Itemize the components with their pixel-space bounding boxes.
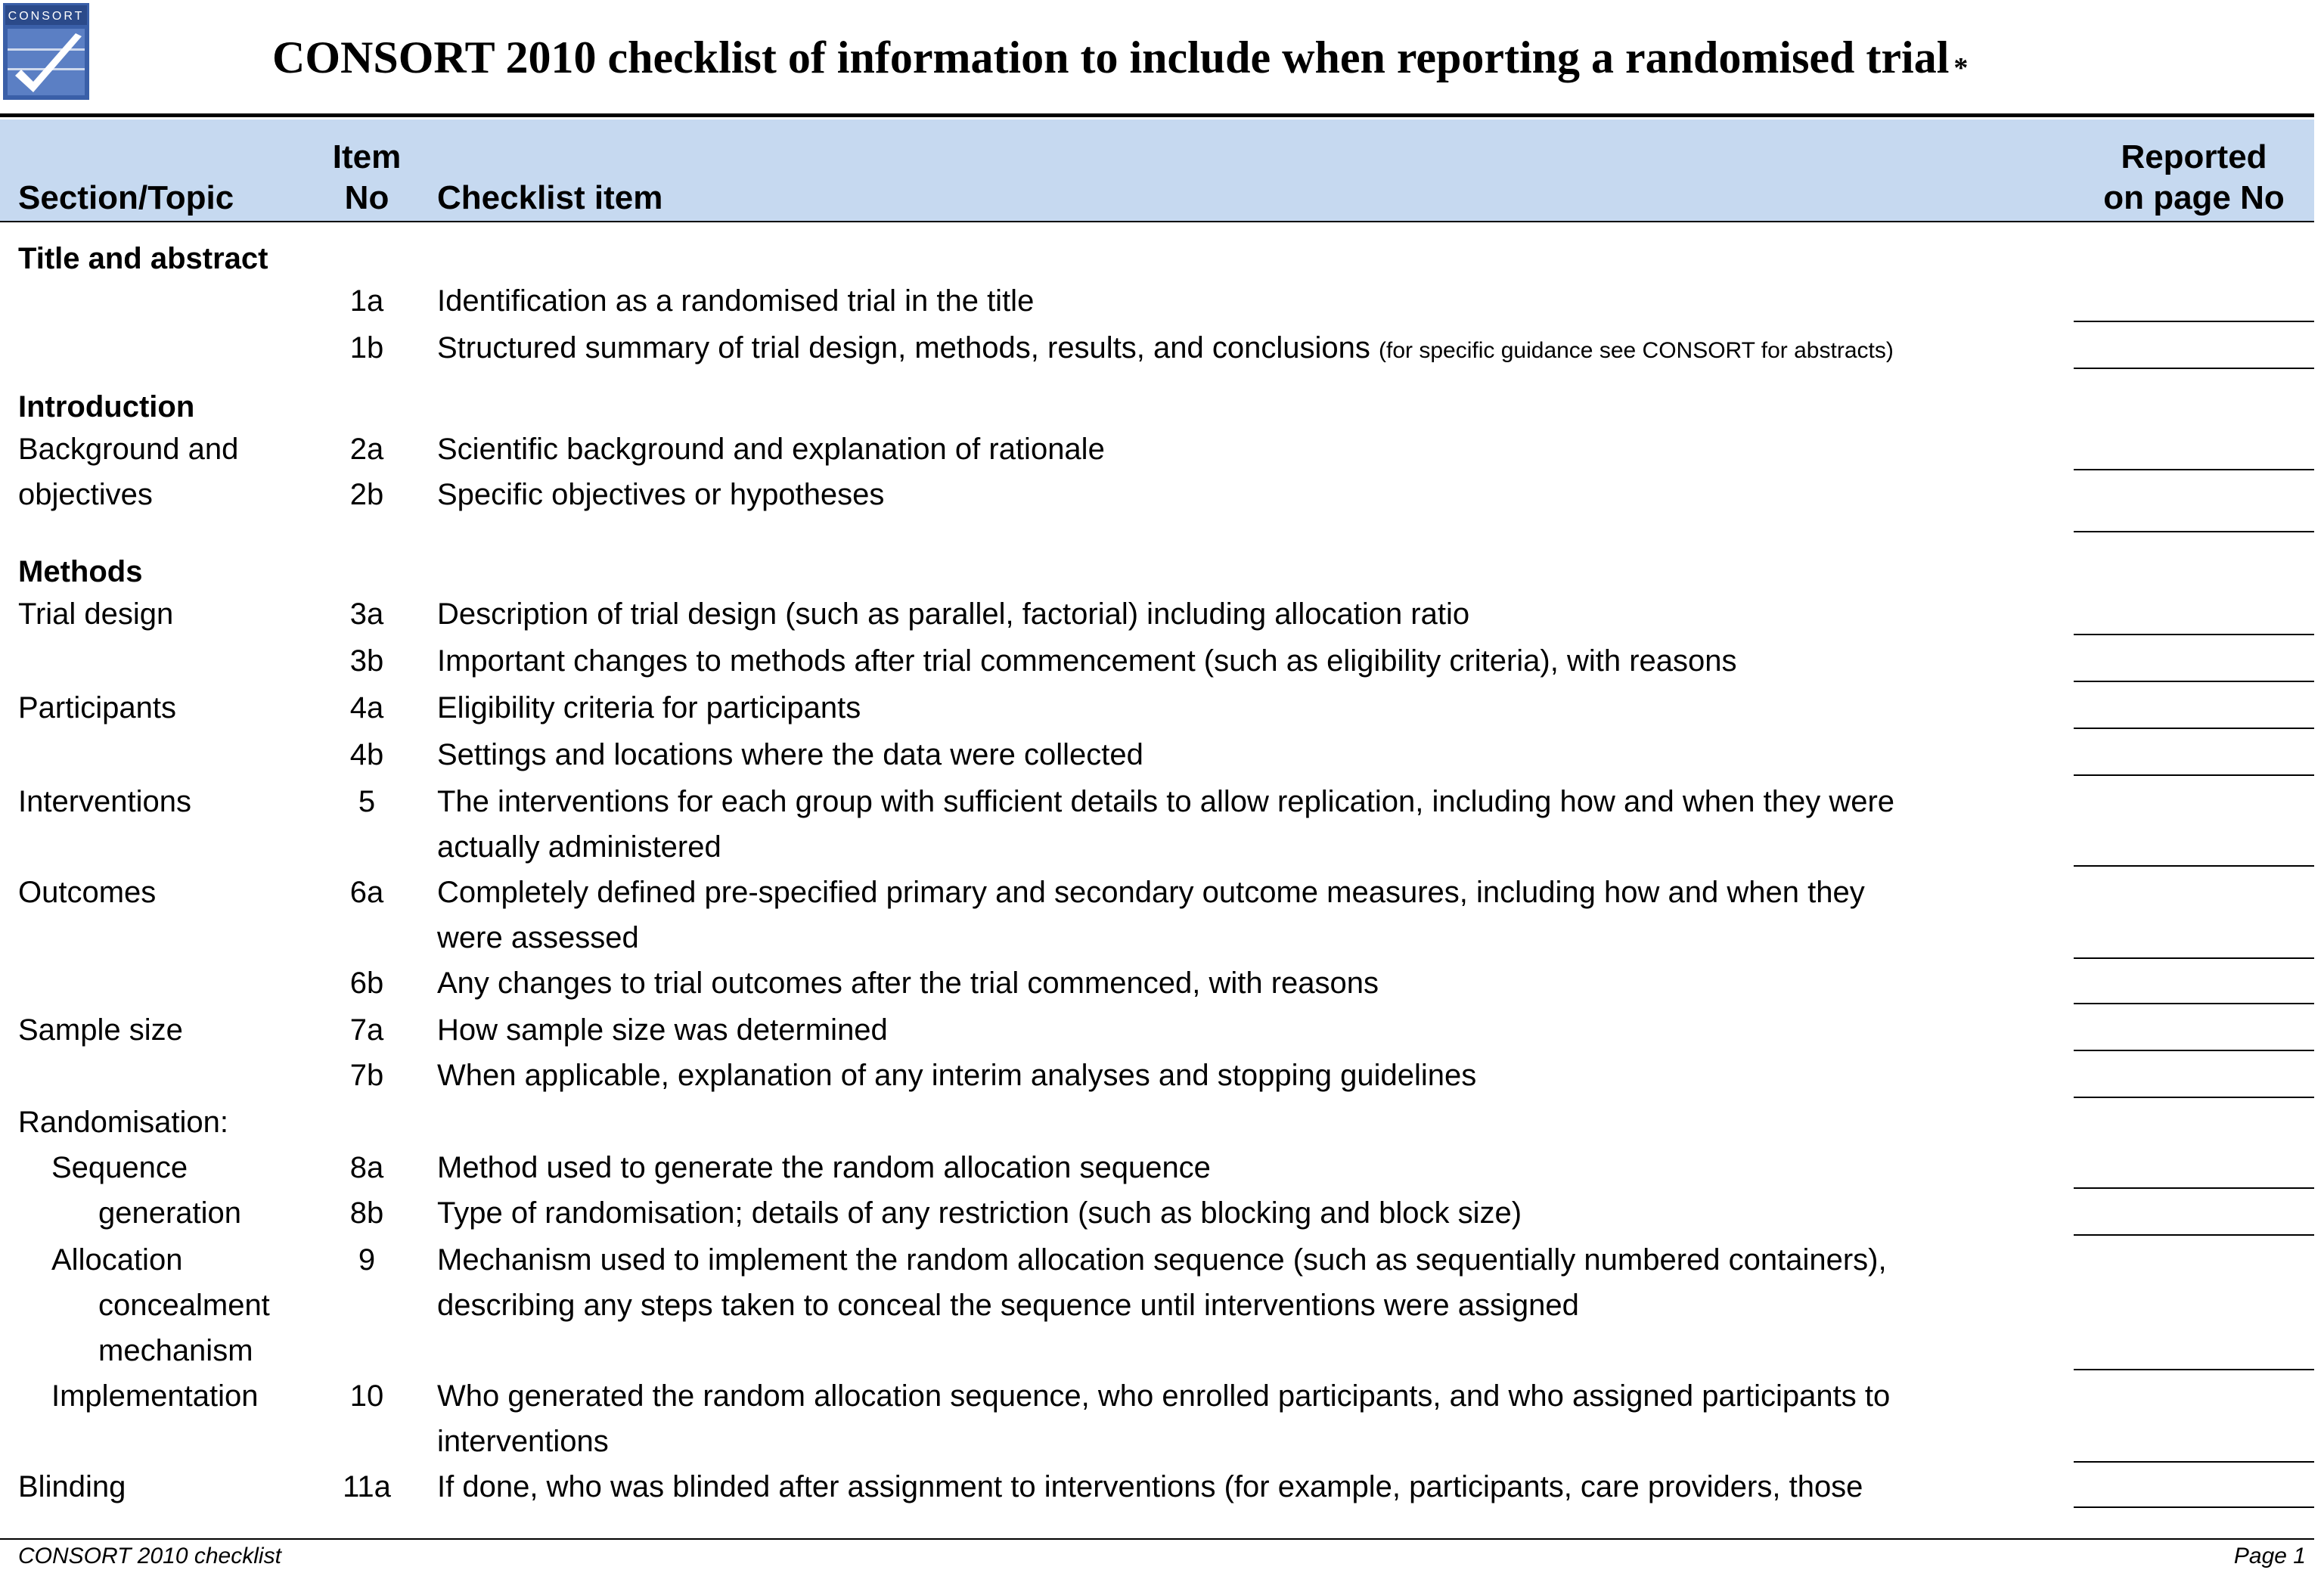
topic-participants: Participants bbox=[18, 691, 176, 724]
svg-text:CONSORT: CONSORT bbox=[8, 10, 85, 23]
item-number: 7a bbox=[349, 1013, 384, 1047]
item-number: 5 bbox=[358, 785, 376, 818]
item-text: Structured summary of trial design, methods, results, and conclusions (for specific guidance see CONSORT for abstracts) bbox=[437, 331, 1894, 365]
item-number: 8a bbox=[349, 1151, 384, 1184]
section-introduction: Introduction bbox=[18, 390, 195, 424]
page-number-blank[interactable] bbox=[2074, 774, 2314, 776]
item-number: 3a bbox=[349, 597, 384, 631]
item-note: (for specific guidance see CONSORT for abstracts) bbox=[1379, 338, 1894, 363]
topic-interventions: Interventions bbox=[18, 785, 192, 818]
item-text: When applicable, explanation of any interim analyses and stopping guidelines bbox=[437, 1059, 1477, 1092]
section-methods: Methods bbox=[18, 555, 143, 588]
topic-outcomes: Outcomes bbox=[18, 876, 157, 909]
item-text: Type of randomisation; details of any restriction (such as blocking and block size) bbox=[437, 1196, 1522, 1230]
item-number: 3b bbox=[349, 644, 384, 678]
item-number: 2b bbox=[349, 478, 384, 511]
page-number-blank[interactable] bbox=[2074, 1003, 2314, 1004]
header-on-page-no: on page No bbox=[2103, 179, 2285, 216]
page-number-blank[interactable] bbox=[2074, 469, 2314, 470]
item-text: Mechanism used to implement the random allocation sequence (such as sequentially numbered containers), bbox=[437, 1243, 1887, 1277]
item-text: The interventions for each group with sufficient details to allow replication, including how and when they were bbox=[437, 785, 1895, 818]
topic-trial-design: Trial design bbox=[18, 597, 174, 631]
item-text: How sample size was determined bbox=[437, 1013, 888, 1047]
topic-implementation: Implementation bbox=[51, 1379, 259, 1413]
topic-generation: generation bbox=[98, 1196, 242, 1230]
item-text: Eligibility criteria for participants bbox=[437, 691, 861, 724]
item-text: Method used to generate the random allocation sequence bbox=[437, 1151, 1211, 1184]
topic-background: Background and bbox=[18, 433, 239, 466]
page-number-blank[interactable] bbox=[2074, 1234, 2314, 1236]
item-text: Description of trial design (such as parallel, factorial) including allocation ratio bbox=[437, 597, 1470, 631]
header-section-topic: Section/Topic bbox=[18, 179, 234, 216]
page-title bbox=[272, 27, 2208, 88]
page-number-blank[interactable] bbox=[2074, 681, 2314, 682]
item-number: 6a bbox=[349, 876, 384, 909]
item-number: 7b bbox=[349, 1059, 384, 1092]
item-text-continued: were assessed bbox=[437, 921, 639, 954]
topic-objectives: objectives bbox=[18, 478, 153, 511]
footer-rule bbox=[0, 1538, 2314, 1540]
title-text: CONSORT 2010 checklist of information to include when reporting a randomised trial bbox=[272, 33, 1950, 82]
item-number: 9 bbox=[358, 1243, 376, 1277]
item-number: 4a bbox=[349, 691, 384, 724]
item-text-continued: interventions bbox=[437, 1425, 609, 1458]
item-number: 4b bbox=[349, 738, 384, 771]
page-number-blank[interactable] bbox=[2074, 531, 2314, 532]
item-text-continued: describing any steps taken to conceal the sequence until interventions were assigned bbox=[437, 1289, 1579, 1322]
topic-mechanism: mechanism bbox=[98, 1334, 253, 1367]
header-item-no: No bbox=[344, 179, 389, 216]
topic-sample-size: Sample size bbox=[18, 1013, 183, 1047]
page-number-blank[interactable] bbox=[2074, 728, 2314, 729]
header-item-label: Item bbox=[332, 138, 402, 175]
item-text: Important changes to methods after trial commencement (such as eligibility criteria), with reasons bbox=[437, 644, 1737, 678]
topic-blinding: Blinding bbox=[18, 1470, 126, 1503]
item-text: Who generated the random allocation sequence, who enrolled participants, and who assigned participants to bbox=[437, 1379, 1891, 1413]
page-number-blank[interactable] bbox=[2074, 1097, 2314, 1098]
item-number: 1a bbox=[349, 284, 384, 318]
item-text: If done, who was blinded after assignment to interventions (for example, participants, care providers, those bbox=[437, 1470, 1863, 1503]
title-rule bbox=[0, 113, 2314, 117]
item-number: 1b bbox=[349, 331, 384, 365]
header-rule bbox=[0, 221, 2314, 222]
item-text: Identification as a randomised trial in the title bbox=[437, 284, 1035, 318]
item-number: 2a bbox=[349, 433, 384, 466]
item-number: 10 bbox=[349, 1379, 384, 1413]
page-number-blank[interactable] bbox=[2074, 634, 2314, 635]
topic-allocation: Allocation bbox=[51, 1243, 183, 1277]
page-number-blank[interactable] bbox=[2074, 321, 2314, 322]
item-text: Specific objectives or hypotheses bbox=[437, 478, 885, 511]
title-asterisk: * bbox=[1953, 52, 1969, 84]
page-number-blank[interactable] bbox=[2074, 1506, 2314, 1508]
item-text: Completely defined pre-specified primary and secondary outcome measures, including how and when they bbox=[437, 876, 1865, 909]
page-number-blank[interactable] bbox=[2074, 368, 2314, 369]
item-text: Settings and locations where the data were collected bbox=[437, 738, 1143, 771]
footer-page-number: Page 1 bbox=[2233, 1544, 2306, 1568]
item-text: Scientific background and explanation of rationale bbox=[437, 433, 1105, 466]
section-title-abstract: Title and abstract bbox=[18, 242, 268, 275]
page-number-blank[interactable] bbox=[2074, 1461, 2314, 1463]
item-number: 8b bbox=[349, 1196, 384, 1230]
topic-concealment: concealment bbox=[98, 1289, 270, 1322]
page-number-blank[interactable] bbox=[2074, 1369, 2314, 1370]
item-text: Any changes to trial outcomes after the trial commenced, with reasons bbox=[437, 967, 1379, 1000]
item-number: 6b bbox=[349, 967, 384, 1000]
header-checklist-item: Checklist item bbox=[437, 179, 663, 216]
page-number-blank[interactable] bbox=[2074, 1050, 2314, 1051]
topic-sequence: Sequence bbox=[51, 1151, 188, 1184]
header-reported: Reported bbox=[2121, 138, 2267, 175]
item-text-continued: actually administered bbox=[437, 830, 721, 864]
page-number-blank[interactable] bbox=[2074, 1187, 2314, 1189]
page-number-blank[interactable] bbox=[2074, 957, 2314, 959]
topic-randomisation: Randomisation: bbox=[18, 1106, 228, 1139]
item-number: 11a bbox=[343, 1470, 391, 1503]
consort-logo bbox=[3, 3, 89, 100]
page-number-blank[interactable] bbox=[2074, 865, 2314, 867]
footer-document-name: CONSORT 2010 checklist bbox=[18, 1544, 281, 1568]
